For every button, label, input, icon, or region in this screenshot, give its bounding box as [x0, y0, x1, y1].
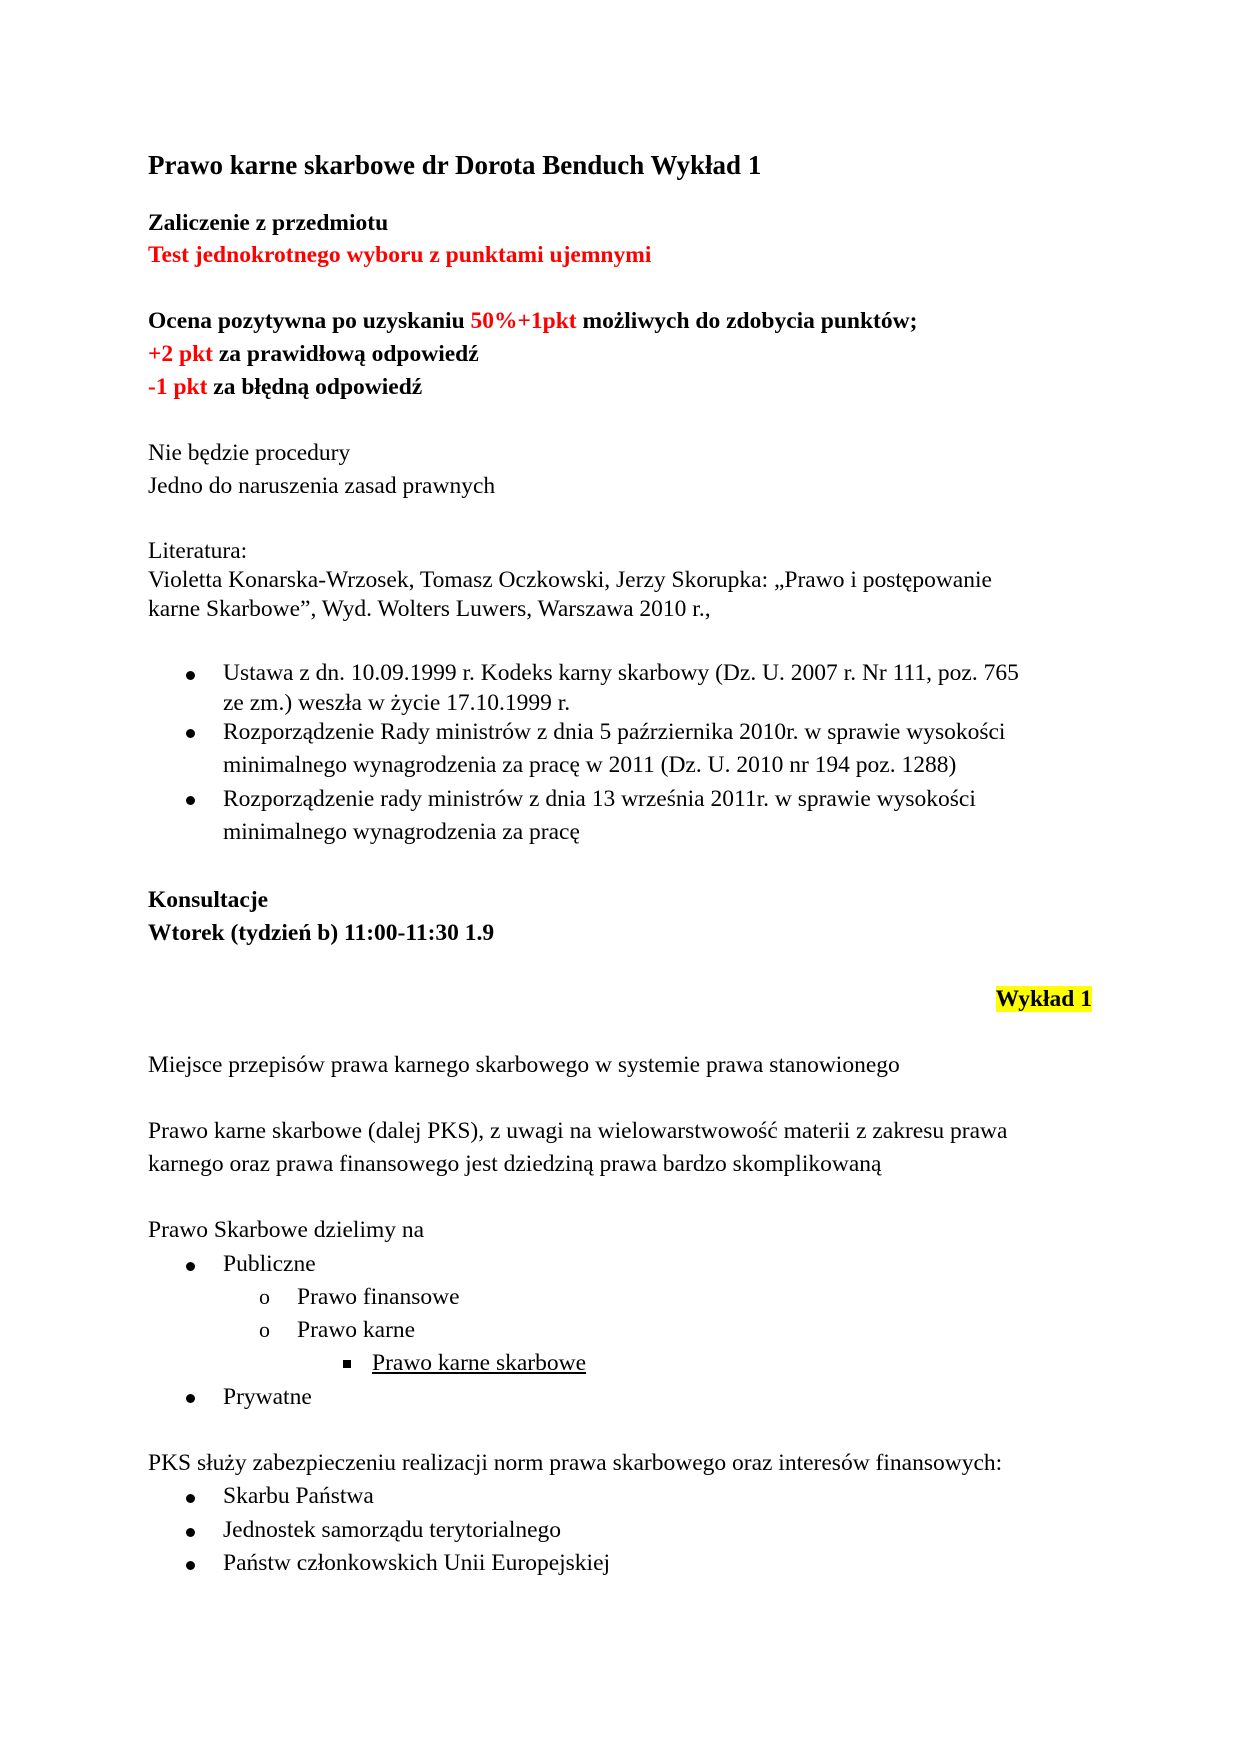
- bullet-icon: [186, 671, 195, 680]
- literature-heading: Literatura:: [148, 538, 248, 564]
- bullet-icon: [186, 1528, 195, 1537]
- division-finance: Prawo finansowe: [297, 1284, 460, 1310]
- document-title: Prawo karne skarbowe dr Dorota Benduch Wykład 1: [148, 150, 762, 180]
- literature-item-3-line-1: Rozporządzenie rady ministrów z dnia 13 września 2011r. w sprawie wysokości: [223, 786, 976, 812]
- minus-points-line: [148, 372, 422, 402]
- lecture-label: [996, 984, 1092, 1014]
- literature-item-2-line-1: Rozporządzenie Rady ministrów z dnia 5 paźrziernika 2010r. w sprawie wysokości: [223, 719, 1006, 745]
- purpose-item-1: Skarbu Państwa: [223, 1483, 374, 1509]
- division-heading: Prawo Skarbowe dzielimy na: [148, 1217, 425, 1243]
- bullet-icon: [186, 729, 195, 738]
- bullet-icon: [186, 1494, 195, 1503]
- division-criminal: Prawo karne: [297, 1317, 416, 1343]
- plus-points: +2 pkt: [148, 341, 213, 367]
- literature-item-1-line-2: ze zm.) weszła w życie 17.10.1999 r.: [223, 690, 571, 716]
- purpose-item-2: Jednostek samorządu terytorialnego: [223, 1517, 562, 1543]
- pass-criteria: [148, 306, 917, 336]
- bullet-icon: [186, 1262, 195, 1271]
- bullet-icon: [186, 1561, 195, 1570]
- pass-prefix: Ocena pozytywna po uzyskaniu: [148, 308, 471, 334]
- lecture-paragraph-line-2: karnego oraz prawa finansowego jest dziedziną prawa bardzo skomplikowaną: [148, 1151, 882, 1177]
- note-2: Jedno do naruszenia zasad prawnych: [148, 473, 496, 499]
- bullet-icon: [186, 1394, 195, 1403]
- division-public: Publiczne: [223, 1251, 316, 1277]
- purpose-text: PKS służy zabezpieczeniu realizacji norm prawa skarbowego oraz interesów finansowych:: [148, 1450, 1003, 1476]
- purpose-item-3: Państw członkowskich Unii Europejskiej: [223, 1550, 611, 1576]
- literature-ref-line-2: karne Skarbowe”, Wyd. Wolters Luwers, Warszawa 2010 r.,: [148, 596, 711, 622]
- pass-threshold: 50%+1pkt: [470, 308, 577, 334]
- bullet-icon: [186, 796, 195, 805]
- circle-bullet-icon: o: [259, 1284, 270, 1309]
- lecture-intro: Miejsce przepisów prawa karnego skarbowego w systemie prawa stanowionego: [148, 1052, 900, 1078]
- lecture-label-text: Wykład 1: [995, 986, 1092, 1012]
- consultations-heading: Konsultacje: [148, 887, 269, 913]
- plus-text: za prawidłową odpowiedź: [212, 341, 479, 367]
- note-1: Nie będzie procedury: [148, 440, 351, 466]
- minus-points: -1 pkt: [148, 374, 208, 400]
- consultations-schedule: Wtorek (tydzień b) 11:00-11:30 1.9: [148, 920, 495, 946]
- lecture-paragraph-line-1: Prawo karne skarbowe (dalej PKS), z uwagi na wielowarstwowość materii z zakresu prawa: [148, 1118, 1008, 1144]
- division-criminal-fiscal: Prawo karne skarbowe: [372, 1350, 587, 1376]
- literature-item-1-line-1: Ustawa z dn. 10.09.1999 r. Kodeks karny skarbowy (Dz. U. 2007 r. Nr 111, poz. 765: [223, 660, 1019, 686]
- division-private: Prywatne: [223, 1384, 312, 1410]
- minus-text: za błędną odpowiedź: [207, 374, 423, 400]
- test-type: Test jednokrotnego wyboru z punktami ujemnymi: [148, 242, 652, 268]
- literature-item-2-line-2: minimalnego wynagrodzenia za pracę w 2011 (Dz. U. 2010 nr 194 poz. 1288): [223, 752, 957, 778]
- literature-item-3-line-2: minimalnego wynagrodzenia za pracę: [223, 819, 580, 845]
- grading-heading: Zaliczenie z przedmiotu: [148, 210, 389, 236]
- circle-bullet-icon: o: [259, 1317, 270, 1342]
- pass-suffix: możliwych do zdobycia punktów;: [576, 308, 918, 334]
- square-bullet-icon: [343, 1360, 351, 1368]
- plus-points-line: [148, 339, 479, 369]
- literature-ref-line-1: Violetta Konarska-Wrzosek, Tomasz Oczkowski, Jerzy Skorupka: „Prawo i postępowanie: [148, 567, 992, 593]
